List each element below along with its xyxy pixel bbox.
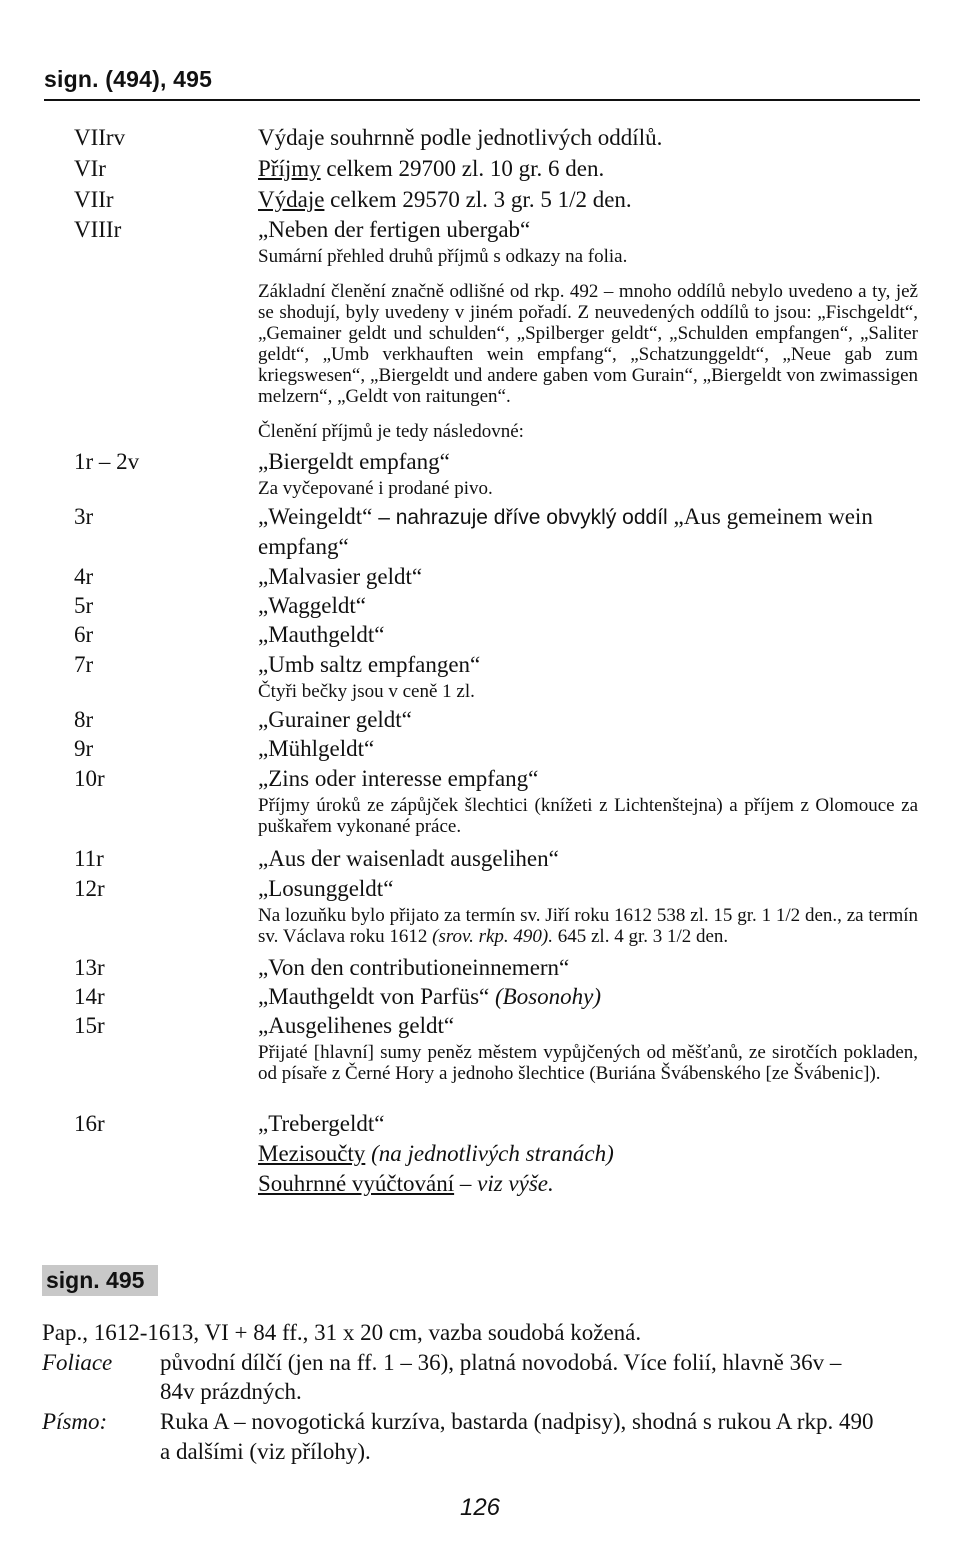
folio-ref: VIIr — [74, 187, 114, 212]
folio-ref: 12r — [74, 876, 105, 901]
folio-ref: 9r — [74, 736, 94, 761]
entry-note — [258, 905, 918, 947]
entry-text: celkem 29700 zl. 10 gr. 6 den. — [320, 156, 605, 181]
entry-label: Příjmy — [258, 156, 321, 181]
entry-note: Přijaté [hlavní] sumy peněz městem vypůjčených od měšťanů, ze sirotčích pokladen, od písaře z Černé Hory a jednoho šlechtice (Buriána Švábenského [ze Švábenic]). — [258, 1042, 918, 1084]
folio-ref: VIr — [74, 156, 106, 181]
pismo-label: Písmo: — [42, 1409, 108, 1434]
pismo-text: a dalšími (viz přílohy). — [160, 1439, 371, 1464]
folio-ref: 14r — [74, 984, 105, 1009]
folio-ref: VIIrv — [74, 125, 126, 150]
running-header: sign. (494), 495 — [44, 66, 213, 92]
foliace-text: původní dílčí (jen na ff. 1 – 36), platná novodobá. Více folií, hlavně 36v – — [160, 1350, 842, 1375]
entry-heading: „Gurainer geldt“ — [258, 707, 412, 732]
folio-ref: 7r — [74, 652, 94, 677]
entry-heading: „Waggeldt“ — [258, 593, 366, 618]
entry-heading — [258, 982, 601, 1011]
entry-heading: „Malvasier geldt“ — [258, 564, 423, 589]
entry-heading — [258, 154, 604, 183]
entry-note: Příjmy úroků ze zápůjček šlechtici (knížeti z Lichtenštejna) a příjem z Olomouce za puškařem vykonané práce. — [258, 795, 918, 837]
folio-ref: 1r – 2v — [74, 449, 140, 474]
entry-text: „Weingeldt“ — [258, 504, 373, 529]
note-text: 645 zl. 4 gr. 3 1/2 den. — [552, 926, 729, 947]
summary-label: Souhrnné vyúčtování — [258, 1171, 455, 1196]
foliace-text: 84v prázdných. — [160, 1379, 302, 1404]
entry-heading — [258, 185, 632, 214]
entry-heading: „Biergeldt empfang“ — [258, 449, 450, 474]
section-badge: sign. 495 — [42, 1265, 158, 1296]
folio-ref: 3r — [74, 504, 94, 529]
subtotals-line — [258, 1139, 614, 1168]
entry-note: Základní členění značně odlišné od rkp. 492 – mnoho oddílů nebylo uvedeno a ty, jež se shodují, byly uvedeny v jiném pořadí. Z neuvedených oddílů to jsou: „Fischgeldt“, „Gemainer geldt und schulden“, „Spilberger geldt“, „Schulden empfangen“, „Saliter geldt“, „Umb verkhauften wein empfang“, „Schatzunggeldt“, „Neue gab zum kriegswesen“, „Biergeldt und andere gaben vom Gurain“, „Biergeldt von zwimassigen melzern“, „Geldt von raitungen“. — [258, 281, 918, 407]
entry-heading: „Ausgelihenes geldt“ — [258, 1013, 455, 1038]
entry-note: Sumární přehled druhů příjmů s odkazy na folia. — [258, 246, 628, 267]
entry-note: Čtyři bečky jsou v ceně 1 zl. — [258, 681, 475, 702]
subtotals-label: Mezisoučty — [258, 1141, 366, 1166]
folio-ref: 15r — [74, 1013, 105, 1038]
entry-text: celkem 29570 zl. 3 gr. 5 1/2 den. — [324, 187, 632, 212]
subtotals-note: (na jednotlivých stranách) — [365, 1141, 614, 1166]
entry-heading: „Umb saltz empfangen“ — [258, 652, 481, 677]
entry-heading: „Neben der fertigen ubergab“ — [258, 217, 531, 242]
entry-heading: „Losunggeldt“ — [258, 876, 394, 901]
note-text: Na lozuňku bylo přijato za termín sv. Jiří roku 1612 538 zl. 15 gr. 1 1/2 den., za termín sv. Václava roku 1612 — [258, 905, 918, 947]
entry-heading: empfang“ — [258, 534, 349, 559]
summary-sep: – — [454, 1171, 478, 1196]
entry-heading: „Aus der waisenladt ausgelihen“ — [258, 846, 559, 871]
entry-note: Za vyčepované i prodané pivo. — [258, 478, 493, 499]
entry-text: – nahrazuje dříve obvyklý oddíl — [372, 506, 674, 529]
folio-ref: 13r — [74, 955, 105, 980]
folio-ref: 8r — [74, 707, 94, 732]
summary-note: viz výše. — [477, 1171, 554, 1196]
foliace-label: Foliace — [42, 1350, 113, 1375]
physical-description: Pap., 1612-1613, VI + 84 ff., 31 x 20 cm, vazba soudobá kožená. — [42, 1320, 642, 1345]
entry-heading — [258, 502, 873, 532]
entry-heading: „Mauthgeldt“ — [258, 622, 385, 647]
folio-ref: 10r — [74, 766, 105, 791]
folio-ref: 4r — [74, 564, 94, 589]
folio-ref: 11r — [74, 846, 104, 871]
folio-ref: 6r — [74, 622, 94, 647]
folio-ref: VIIIr — [74, 217, 122, 242]
entry-heading: „Mühlgeldt“ — [258, 736, 375, 761]
entry-text: (Bosonohy) — [494, 984, 602, 1009]
entry-text: „Mauthgeldt von Parfüs“ — [258, 984, 495, 1009]
entry-label: Výdaje — [258, 187, 325, 212]
entry-heading: „Trebergeldt“ — [258, 1111, 385, 1136]
summary-line — [258, 1169, 554, 1198]
note-text: (srov. rkp. 490). — [432, 926, 553, 947]
header-rule — [44, 99, 920, 101]
folio-ref: 16r — [74, 1111, 105, 1136]
folio-ref: 5r — [74, 593, 94, 618]
entry-note: Členění příjmů je tedy následovné: — [258, 421, 524, 442]
page-number: 126 — [459, 1494, 501, 1521]
entry-heading: Výdaje souhrnně podle jednotlivých oddílů. — [258, 125, 663, 150]
entry-heading: „Zins oder interesse empfang“ — [258, 766, 539, 791]
entry-text: „Aus gemeinem wein — [673, 504, 873, 529]
entry-heading: „Von den contributioneinnemern“ — [258, 955, 570, 980]
pismo-text: Ruka A – novogotická kurzíva, bastarda (nadpisy), shodná s rukou A rkp. 490 — [160, 1409, 874, 1434]
